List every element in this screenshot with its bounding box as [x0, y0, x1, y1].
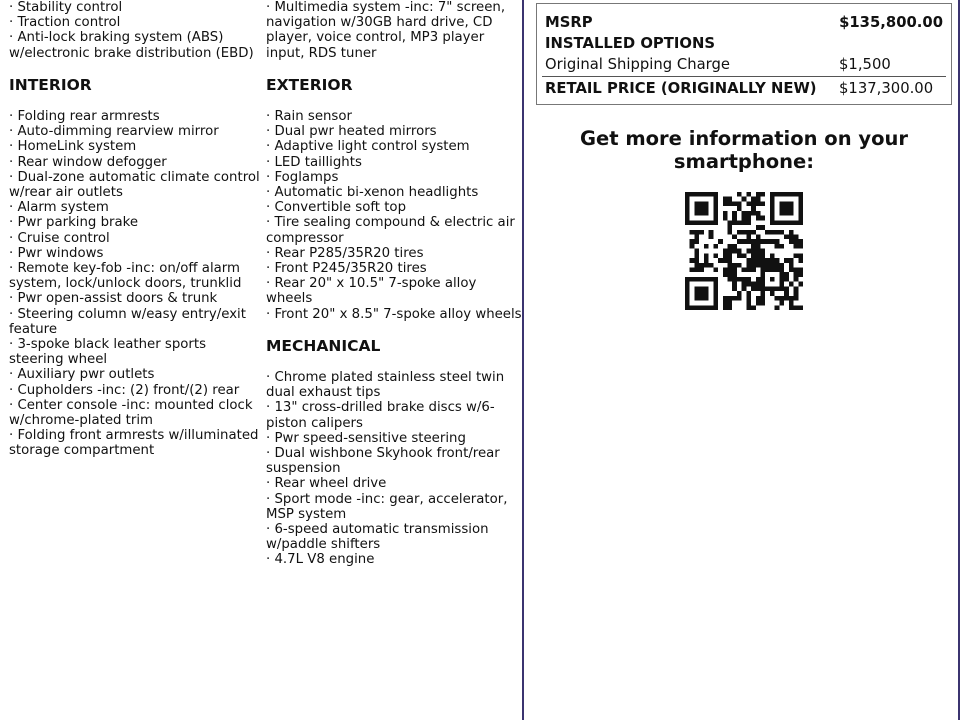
feature-item: · Pwr open-assist doors & trunk: [9, 291, 218, 307]
feature-item: · Dual wishbone Skyhook front/rear suspension: [266, 446, 500, 477]
feature-item: · Anti-lock braking system (ABS) w/electronic brake distribution (EBD): [9, 30, 254, 61]
feature-item: · 4.7L V8 engine: [266, 552, 375, 568]
feature-item: · Chrome plated stainless steel twin dual exhaust tips: [266, 370, 505, 401]
multimedia-features-list: [266, 0, 522, 61]
option-row: [545, 55, 943, 75]
installed-options-row: [545, 34, 943, 54]
pricing-box: [536, 3, 952, 105]
feature-item: · Multimedia system -inc: 7" screen, navigation w/30GB hard drive, CD player, voice control, MP3 player input, RDS tuner: [266, 0, 506, 61]
mechanical-heading: MECHANICAL: [266, 337, 381, 355]
feature-item: · Dual-zone automatic climate control w/rear air outlets: [9, 169, 260, 201]
feature-item: · Sport mode -inc: gear, accelerator, MSP system: [266, 491, 508, 522]
feature-item: · Traction control: [9, 15, 121, 31]
retail-price-row: [545, 79, 943, 99]
feature-item: · Auxiliary pwr outlets: [9, 367, 155, 383]
qr-code[interactable]: [685, 192, 803, 310]
feature-item: · Adaptive light control system: [266, 139, 470, 155]
feature-item: · Folding rear armrests: [9, 109, 160, 124]
retail-price-label: RETAIL PRICE (ORIGINALLY NEW): [545, 80, 817, 97]
feature-item: · Remote key-fob -inc: on/off alarm system, lock/unlock doors, trunklid: [9, 261, 242, 292]
interior-features-list: [9, 109, 261, 459]
option-name: Original Shipping Charge: [545, 56, 730, 73]
feature-item: · HomeLink system: [9, 139, 137, 155]
exterior-heading: EXTERIOR: [266, 76, 353, 94]
feature-item: · Alarm system: [9, 200, 109, 216]
feature-item: · Center console -inc: mounted clock w/chrome-plated trim: [9, 397, 253, 429]
feature-item: · Rear window defogger: [9, 154, 167, 170]
feature-item: · LED taillights: [266, 154, 362, 170]
feature-item: · Folding front armrests w/illuminated storage compartment: [9, 428, 259, 459]
price-divider: [542, 76, 946, 77]
feature-item: · Stability control: [9, 0, 123, 15]
retail-price-value: $137,300.00: [839, 80, 934, 97]
feature-item: · Dual pwr heated mirrors: [266, 124, 437, 140]
feature-item: · Steering column w/easy entry/exit feature: [9, 306, 246, 337]
feature-item: · Rear wheel drive: [266, 476, 387, 492]
msrp-row: [545, 13, 943, 33]
option-price: $1,500: [839, 56, 891, 73]
feature-item: · Convertible soft top: [266, 200, 407, 216]
feature-item: · Pwr speed-sensitive steering: [266, 430, 466, 446]
smartphone-promo-text: Get more information on your smartphone:: [580, 127, 908, 173]
feature-item: · Front 20" x 8.5" 7-spoke alloy wheels: [266, 306, 522, 322]
feature-item: · 6-speed automatic transmission w/paddle shifters: [266, 522, 489, 553]
feature-item: · Rain sensor: [266, 109, 352, 124]
feature-item: · 13" cross-drilled brake discs w/6- piston calipers: [266, 400, 495, 431]
pricing-panel: [524, 0, 960, 720]
safety-features-list: [9, 0, 261, 61]
feature-item: · Pwr windows: [9, 245, 104, 261]
feature-item: · Rear P285/35R20 tires: [266, 245, 424, 261]
feature-item: · Cupholders -inc: (2) front/(2) rear: [9, 382, 240, 398]
feature-item: · Rear 20" x 10.5" 7-spoke alloy wheels: [266, 276, 477, 307]
feature-item: · 3-spoke black leather sports steering wheel: [9, 337, 207, 368]
feature-item: · Pwr parking brake: [9, 215, 139, 231]
msrp-label: MSRP: [545, 14, 593, 31]
feature-item: · Automatic bi-xenon headlights: [266, 185, 479, 201]
msrp-value: $135,800.00: [839, 14, 943, 31]
interior-heading: INTERIOR: [9, 76, 92, 94]
feature-item: · Tire sealing compound & electric air compressor: [266, 215, 515, 246]
installed-options-label: INSTALLED OPTIONS: [545, 35, 715, 52]
feature-item: · Cruise control: [9, 230, 110, 246]
feature-item: · Auto-dimming rearview mirror: [9, 124, 219, 140]
exterior-features-list: [266, 109, 522, 322]
feature-item: · Front P245/35R20 tires: [266, 261, 427, 277]
mechanical-features-list: [266, 370, 522, 568]
feature-item: · Foglamps: [266, 169, 339, 185]
